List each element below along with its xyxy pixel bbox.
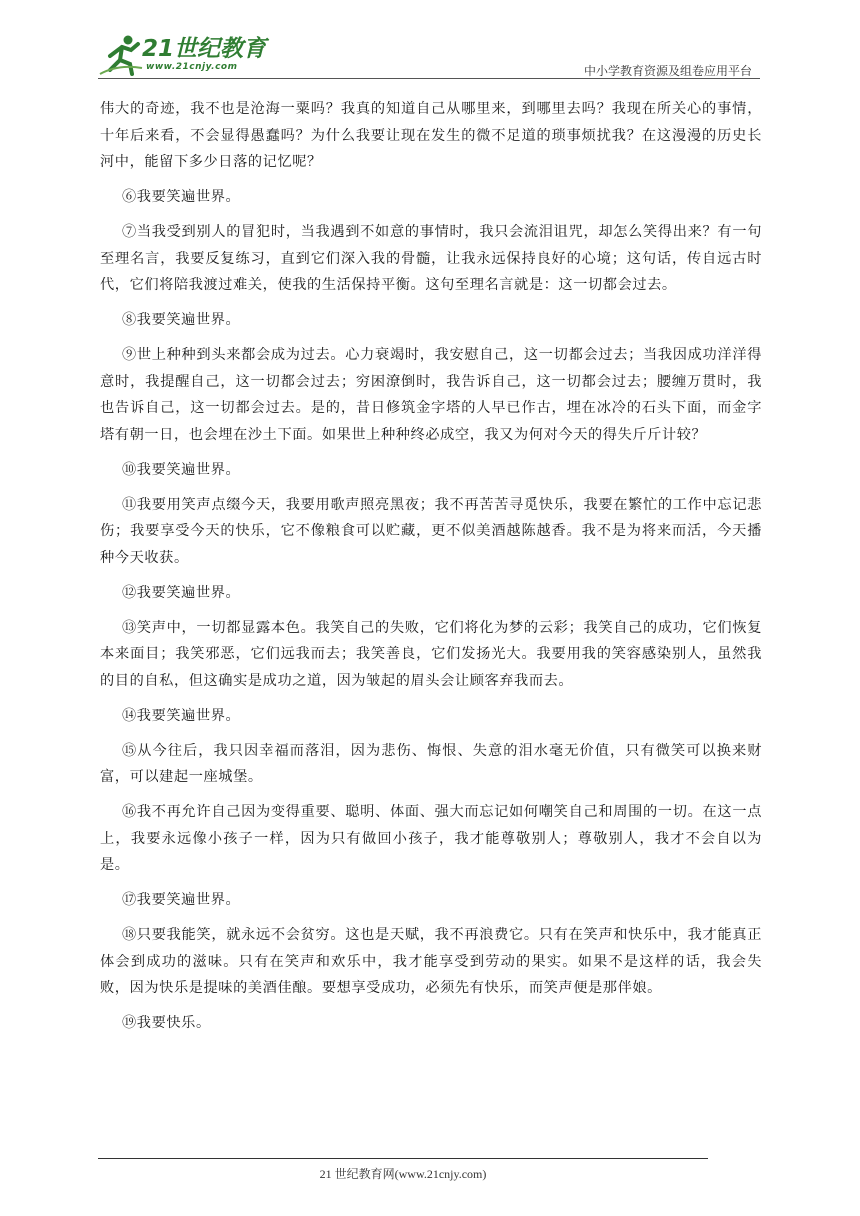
paragraph-8: ⑧我要笑遍世界。 bbox=[122, 312, 241, 328]
paragraph-17: ⑰我要笑遍世界。 bbox=[122, 892, 241, 908]
paragraph-16: ⑯我不再允许自己因为变得重要、聪明、体面、强大而忘记如何嘲笑自己和周围的一切。在这一点上，我要永远像小孩子一样，因为只有做回小孩子，我才能尊敬别人；尊敬别人，我才不会自以为是。 bbox=[100, 804, 762, 873]
paragraph-11: ⑪我要用笑声点缀今天，我要用歌声照亮黑夜；我不再苦苦寻觅快乐，我要在繁忙的工作中忘记悲伤；我要享受今天的快乐，它不像粮食可以贮藏，更不似美酒越陈越香。我不是为将来而活，今天播种今天收获。 bbox=[100, 496, 762, 566]
logo-url: www.21cnjy.com bbox=[146, 62, 238, 72]
platform-name: 中小学教育资源及组卷应用平台 bbox=[583, 64, 752, 78]
paragraph-15: ⑮从今往后，我只因幸福而落泪，因为悲伤、悔恨、失意的泪水毫无价值，只有微笑可以换来财富，可以建起一座城堡。 bbox=[100, 742, 762, 785]
paragraph-7: ⑦当我受到别人的冒犯时，当我遇到不如意的事情时，我只会流泪诅咒，却怎么笑得出来？有一句至理名言，我要反复练习，直到它们深入我的骨髓，让我永远保持良好的心境；这句话，传自远古时代，它们将陪我渡过难关，使我的生活保持平衡。这句至理名言就是：这一切都会过去。 bbox=[100, 224, 762, 293]
site-logo[interactable] bbox=[98, 34, 268, 78]
paragraph-6: ⑥我要笑遍世界。 bbox=[122, 189, 241, 205]
logo-title: 21世纪教育 bbox=[142, 36, 267, 62]
page-footer[interactable]: 21 世纪教育网(www.21cnjy.com) bbox=[319, 1167, 487, 1181]
paragraph-12: ⑫我要笑遍世界。 bbox=[122, 584, 241, 601]
paragraph-9: ⑨世上种种到头来都会成为过去。心力衰竭时，我安慰自己，这一切都会过去；当我因成功洋洋得意时，我提醒自己，这一切都会过去；穷困潦倒时，我告诉自己，这一切都会过去；腰缠万贯时，我也告诉自己，这一切都会过去。是的，昔日修筑金字塔的人早已作古，埋在冰冷的石头下面，而金字塔有朝一日，也会埋在沙土下面。如果世上种种终必成空，我又为何对今天的得失斤斤计较？ bbox=[100, 347, 762, 443]
footer-divider bbox=[98, 1158, 708, 1159]
paragraph-19: ⑲我要快乐。 bbox=[122, 1015, 211, 1031]
runner-logo-icon bbox=[98, 34, 144, 76]
paragraph-10: ⑩我要笑遍世界。 bbox=[122, 461, 241, 478]
paragraph-18: ⑱只要我能笑，就永远不会贫穷。这也是天赋，我不再浪费它。只有在笑声和快乐中，我才能真正体会到成功的滋味。只有在笑声和欢乐中，我才能享受到劳动的果实。如果不是这样的话，我会失败，因为快乐是提味的美酒佳酿。要想享受成功，必须先有快乐，而笑声便是那伴娘。 bbox=[100, 927, 762, 996]
paragraph-14: ⑭我要笑遍世界。 bbox=[122, 707, 241, 724]
article-body bbox=[100, 96, 762, 1037]
header-divider bbox=[98, 78, 760, 79]
paragraph-13: ⑬笑声中，一切都显露本色。我笑自己的失败，它们将化为梦的云彩；我笑自己的成功，它们恢复本来面目；我笑邪恶，它们远我而去；我笑善良，它们发扬光大。我要用我的笑容感染别人，虽然我的目的自私，但这确实是成功之道，因为皱起的眉头会让顾客弃我而去。 bbox=[100, 619, 762, 689]
page-header bbox=[98, 34, 760, 80]
paragraph-continuation: 伟大的奇迹，我不也是沧海一粟吗？我真的知道自己从哪里来，到哪里去吗？我现在所关心的事情，十年后来看，不会显得愚蠢吗？为什么我要让现在发生的微不足道的琐事烦扰我？在这漫漫的历史长河中，能留下多少日落的记忆呢？ bbox=[100, 101, 762, 170]
